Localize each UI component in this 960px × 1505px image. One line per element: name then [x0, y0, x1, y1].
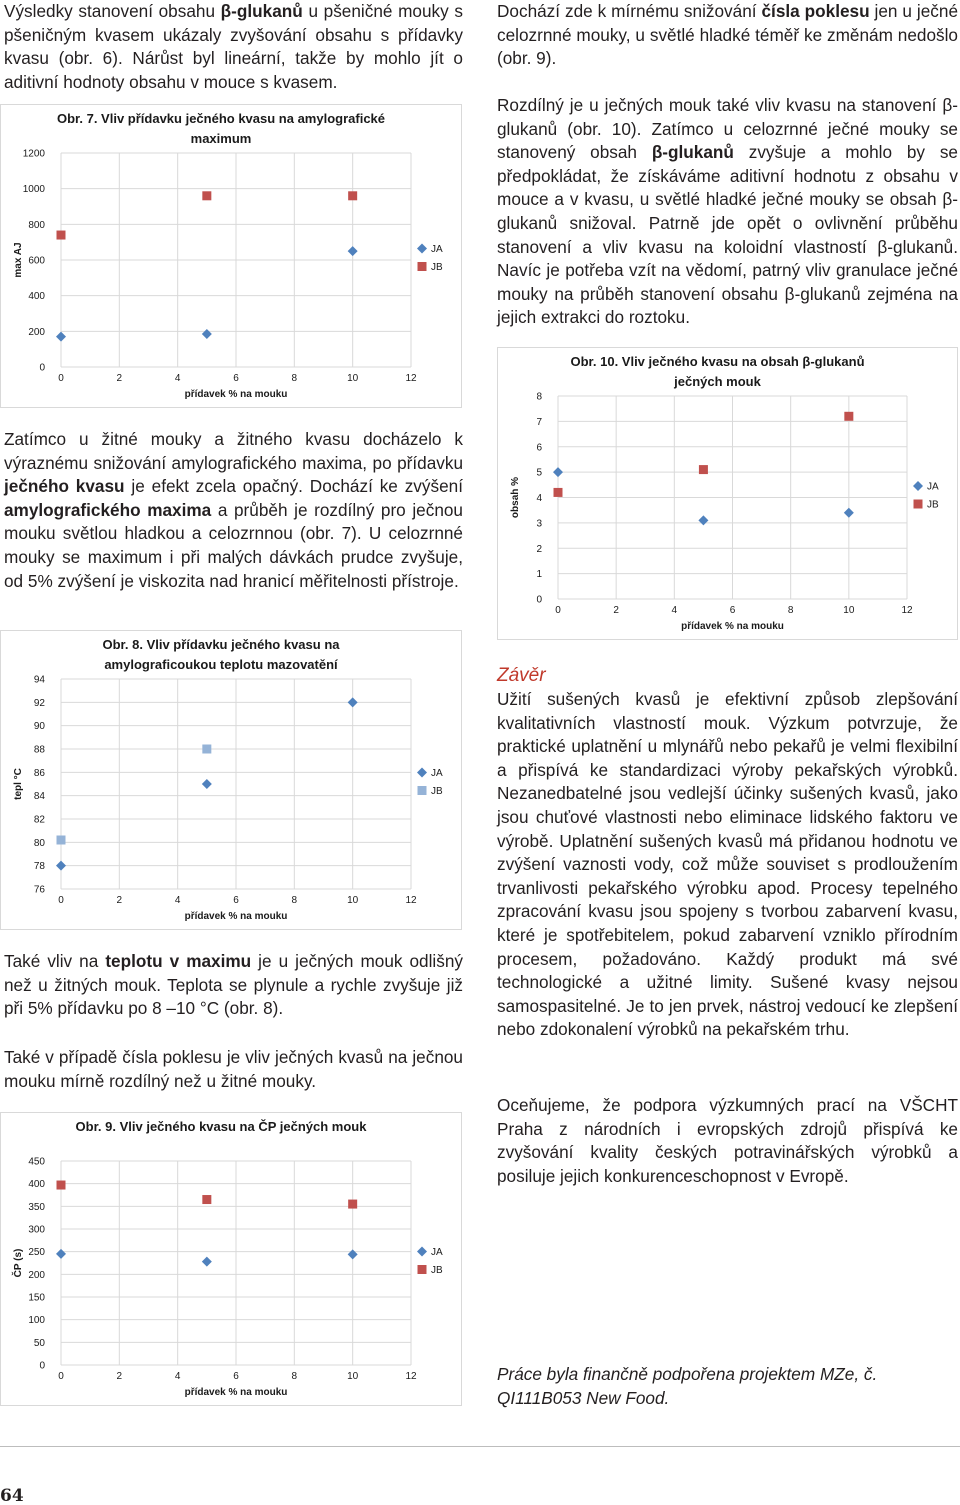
- y-tick-label: 2: [536, 543, 542, 555]
- chart-obr-9: [0, 1112, 462, 1406]
- legend-label: JA: [431, 768, 443, 779]
- series-JB: [57, 1181, 358, 1209]
- legend-label: JB: [927, 499, 939, 511]
- legend-marker-jb: [418, 786, 427, 795]
- x-tick-label: 6: [729, 605, 736, 616]
- y-tick-label: 82: [33, 814, 45, 826]
- x-tick-label: 4: [174, 1371, 181, 1382]
- x-tick-label: 8: [787, 605, 794, 616]
- data-point-jb: [554, 488, 563, 497]
- x-tick-label: 2: [116, 895, 123, 906]
- x-tick-label: 0: [555, 605, 561, 616]
- y-axis-label: obsah %: [510, 476, 521, 519]
- y-tick-label: 1200: [22, 148, 45, 160]
- x-tick-label: 10: [843, 605, 855, 616]
- bold-text: β-glukanů: [651, 142, 734, 163]
- text-run: u pšeničné mouky s pšeničným kvasem ukázaly zvyšování obsahu s přídavky kvasu (obr. 6). Nárůst byl lineární, takže by mohlo jít o aditivní hodnoty obsahu v mouce s kvasem.: [4, 1, 463, 92]
- x-tick-label: 8: [291, 373, 298, 384]
- legend-marker-ja: [417, 244, 427, 254]
- chart-title-line: Obr. 10. Vliv ječného kvasu na obsah β-glukanů: [570, 354, 865, 369]
- text-run: zvyšuje a mohlo by se předpokládat, že získáváme aditivní hodnotu z obsahu v mouce a v kvasu, u světlé hladké ječné mouky se obsah β-glukanů snižoval. Patrně jde opět o ovlivnění průběhu stanovení a vliv kvasu na koloidní vlastností β-glukanů. Navíc je potřeba vzít na vědomí, patrný vliv granulace ječné mouky na průběh stanovení obsahu β-glukanů zejména na jejich extrakci do roztoku.: [497, 142, 958, 328]
- y-tick-label: 150: [28, 1292, 45, 1304]
- data-point-ja: [202, 1257, 212, 1267]
- x-tick-label: 2: [116, 373, 123, 384]
- chart-title-line: ječných mouk: [674, 374, 761, 389]
- x-axis-label: přídavek % na mouku: [681, 621, 784, 632]
- y-tick-label: 78: [33, 861, 45, 873]
- x-tick-label: 12: [405, 895, 417, 906]
- x-tick-label: 10: [347, 1371, 359, 1382]
- y-tick-label: 3: [536, 518, 542, 530]
- text-run: Užití sušených kvasů je efektivní způsob zlepšování kvalitativních vlastností mouk. Výzkum potvrzuje, že praktické uplatnění u mlynářů nebo pekařů je velmi flexibilní a přispívá ke standardizaci výroby pekařských výrobků. Nezanedbatelné jsou vedlejší účinky sušených kvasů, jako jsou chuťové vlastnosti nebo eliminace lidského faktoru ve výrobě. Uplatnění sušených kvasů má přidanou hodnotu ve zvýšení vaznosti vody, což může souviset s prodloužením trvanlivosti pekařského výrobku apod. Procesy tepelného zpracování kvasu jsou spojeny s tvorbou zabarvení kvasu, které je spotřebitelem, pokud zabarvení vzniklo přírodním procesem, požadováno. Každý produkt má své technologické a užitné limity. Sušené kvasy nejsou samospasitelné. Je to jen prvek, nástroj vedoucí ke zlepšení nebo zdokonalení výrobků na pekařském trhu.: [497, 689, 958, 1040]
- y-tick-label: 6: [536, 442, 542, 454]
- chart-svg: [1, 1113, 461, 1405]
- text-run: Výsledky stanovení obsahu: [4, 1, 221, 21]
- series-JB: [57, 745, 212, 845]
- x-tick-label: 0: [58, 373, 64, 384]
- x-tick-label: 12: [405, 373, 417, 384]
- x-tick-label: 12: [901, 605, 913, 616]
- data-point-ja: [56, 1249, 66, 1259]
- x-tick-label: 12: [405, 1371, 417, 1382]
- data-point-ja: [844, 508, 854, 518]
- series-JA: [553, 467, 854, 525]
- data-point-ja: [56, 332, 66, 342]
- x-tick-label: 4: [174, 895, 181, 906]
- y-tick-label: 88: [33, 744, 45, 756]
- y-tick-label: 350: [28, 1201, 45, 1213]
- data-point-ja: [348, 1249, 358, 1259]
- data-point-jb: [202, 191, 211, 200]
- left-paragraph-4: [4, 1046, 463, 1093]
- right-paragraph-1: [497, 0, 958, 71]
- chart-svg: [1, 631, 461, 929]
- chart-title-line: Obr. 7. Vliv přídavku ječného kvasu na amylografické: [56, 111, 386, 126]
- data-point-jb: [57, 1181, 66, 1190]
- x-tick-label: 0: [58, 895, 64, 906]
- x-tick-label: 0: [58, 1371, 64, 1382]
- data-point-ja: [348, 246, 358, 256]
- data-point-jb: [57, 836, 66, 845]
- left-paragraph-3: [4, 950, 463, 1021]
- y-tick-label: 0: [39, 1360, 45, 1372]
- y-tick-label: 5: [536, 467, 542, 479]
- footer-rule: [0, 1446, 960, 1447]
- chart-title-line: Obr. 9. Vliv ječného kvasu na ČP ječných mouk: [75, 1119, 367, 1134]
- legend-marker-jb: [418, 262, 427, 271]
- conclusion-paragraph: [497, 688, 958, 1042]
- y-tick-label: 400: [28, 1179, 45, 1191]
- x-tick-label: 8: [291, 895, 298, 906]
- data-point-jb: [348, 1200, 357, 1209]
- data-point-jb: [844, 412, 853, 421]
- x-tick-label: 2: [116, 1371, 123, 1382]
- x-tick-label: 8: [291, 1371, 298, 1382]
- legend-marker-jb: [418, 1265, 427, 1274]
- y-tick-label: 92: [33, 697, 45, 709]
- data-point-jb: [202, 745, 211, 754]
- y-tick-label: 90: [33, 721, 45, 733]
- x-tick-label: 6: [233, 373, 239, 384]
- chart-title-line: maximum: [190, 131, 252, 146]
- data-point-ja: [56, 861, 66, 871]
- chart-title-line: amylograficoukou teplotu mazovatění: [104, 657, 338, 672]
- text-run: je u ječných mouk odlišný než u žitných mouk. Teplota se plynule a rychle zvyšuje již při 5% přídavku po 8 –10 °C (obr. 8).: [4, 951, 464, 1019]
- y-tick-label: 4: [536, 493, 542, 504]
- funding-note: Práce byla finančně podpořena projektem MZe, č. QI111B053 New Food.: [497, 1364, 878, 1408]
- data-point-ja: [698, 515, 708, 525]
- data-point-ja: [202, 779, 212, 789]
- left-paragraph-2: [4, 428, 463, 593]
- y-tick-label: 80: [33, 837, 45, 849]
- chart-obr-10: [497, 347, 958, 640]
- x-tick-label: 4: [174, 373, 181, 384]
- legend-label: JB: [431, 1265, 443, 1276]
- y-tick-label: 200: [28, 1269, 45, 1281]
- y-axis-label: tepl °C: [13, 768, 24, 800]
- y-tick-label: 1000: [22, 184, 45, 196]
- y-tick-label: 50: [33, 1337, 45, 1349]
- legend-label: JA: [431, 244, 443, 255]
- text-run: jen u ječné celozrnné mouky, u světlé hladké téměř ke změnám nedošlo (obr. 9).: [497, 1, 959, 69]
- data-point-jb: [202, 1195, 211, 1204]
- x-axis-label: přídavek % na mouku: [184, 911, 288, 922]
- y-axis-label: max AJ: [13, 242, 24, 278]
- y-tick-label: 600: [28, 255, 45, 267]
- text-run: Dochází zde k mírnému snižování: [497, 1, 762, 21]
- y-axis-label: ČP (s): [13, 1248, 24, 1278]
- x-axis-label: přídavek % na mouku: [184, 389, 288, 400]
- page-number: 64: [0, 1486, 24, 1505]
- y-tick-label: 1: [536, 569, 542, 581]
- y-tick-label: 250: [28, 1247, 45, 1259]
- bold-text: amylografického maxima: [4, 499, 212, 520]
- left-paragraph-1: [4, 0, 463, 94]
- chart-obr-8: [0, 630, 462, 930]
- y-tick-label: 450: [28, 1156, 45, 1168]
- section-heading-zaver: Závěr: [497, 665, 546, 686]
- data-point-jb: [348, 191, 357, 200]
- right-paragraph-2: [497, 94, 958, 330]
- y-tick-label: 7: [536, 416, 542, 428]
- data-point-jb: [57, 231, 66, 240]
- legend-label: JA: [927, 481, 939, 493]
- legend-label: JB: [431, 262, 443, 273]
- acknowledgement-paragraph: [497, 1094, 958, 1188]
- y-tick-label: 76: [33, 884, 45, 896]
- series-JB: [554, 412, 854, 497]
- x-tick-label: 6: [233, 895, 239, 906]
- data-point-ja: [553, 467, 563, 477]
- series-JA: [56, 697, 358, 870]
- y-tick-label: 100: [28, 1315, 45, 1327]
- data-point-ja: [348, 697, 358, 707]
- y-tick-label: 84: [33, 791, 45, 803]
- text-run: Zatímco u žitné mouky a žitného kvasu docházelo k výraznému snižování amylografického maxima, po přídavku: [4, 429, 463, 473]
- chart-svg: [498, 348, 957, 639]
- y-tick-label: 8: [536, 391, 542, 403]
- legend-marker-jb: [914, 500, 923, 509]
- text-run: Také vliv na: [4, 951, 106, 971]
- y-tick-label: 800: [28, 219, 45, 231]
- y-tick-label: 400: [28, 291, 45, 303]
- text-run: Oceňujeme, že podpora výzkumných prací na VŠCHT Praha z národních i evropských zdrojů přispívá ke zvyšování kvality českých potravinářských výrobků a posiluje jejich konkurenceschopnost v Evropě.: [497, 1095, 958, 1186]
- bold-text: teplotu v maximu: [105, 951, 252, 971]
- y-tick-label: 200: [28, 326, 45, 338]
- y-tick-label: 0: [39, 362, 45, 374]
- legend-label: JA: [431, 1247, 443, 1258]
- series-JB: [57, 191, 358, 239]
- chart-title-line: Obr. 8. Vliv přídavku ječného kvasu na: [102, 637, 340, 652]
- x-tick-label: 2: [613, 605, 619, 616]
- x-tick-label: 10: [347, 373, 359, 384]
- text-run: Rozdílný je u ječných mouk také vliv kvasu na stanovení β-glukanů (obr. 10). Zatímco u celozrnné ječné mouky se stanovený obsah: [497, 95, 958, 163]
- text-run: je efekt zcela opačný. Dochází ke zvýšení: [124, 476, 463, 497]
- x-tick-label: 6: [233, 1371, 239, 1382]
- chart-svg: [1, 105, 461, 407]
- data-point-ja: [202, 329, 212, 339]
- text-run: Také v případě čísla poklesu je vliv ječných kvasů na ječnou mouku mírně rozdílný než u žitné mouky.: [4, 1047, 463, 1091]
- y-tick-label: 86: [33, 767, 45, 779]
- x-axis-label: přídavek % na mouku: [184, 1387, 288, 1398]
- chart-obr-7: [0, 104, 462, 408]
- data-point-jb: [699, 465, 708, 474]
- bold-text: čísla poklesu: [761, 1, 870, 21]
- legend-label: JB: [431, 786, 443, 797]
- legend-marker-ja: [417, 768, 427, 778]
- text-run: a průběh je rozdílný pro ječnou mouku světlou hladkou a celozrnnou (obr. 7). U celozrnné mouky se maximum i při malých dávkách prudce zvyšuje, od 5% zvýšení je viskozita nad hranicí měřitelnosti přístroje.: [4, 499, 463, 591]
- legend-marker-ja: [913, 481, 923, 491]
- legend-marker-ja: [417, 1247, 427, 1257]
- x-tick-label: 10: [347, 895, 359, 906]
- y-tick-label: 0: [536, 594, 542, 606]
- y-tick-label: 94: [33, 674, 45, 686]
- y-tick-label: 300: [28, 1224, 45, 1236]
- bold-text: β-glukanů: [220, 1, 303, 21]
- x-tick-label: 4: [671, 605, 678, 616]
- bold-text: ječného kvasu: [4, 476, 125, 497]
